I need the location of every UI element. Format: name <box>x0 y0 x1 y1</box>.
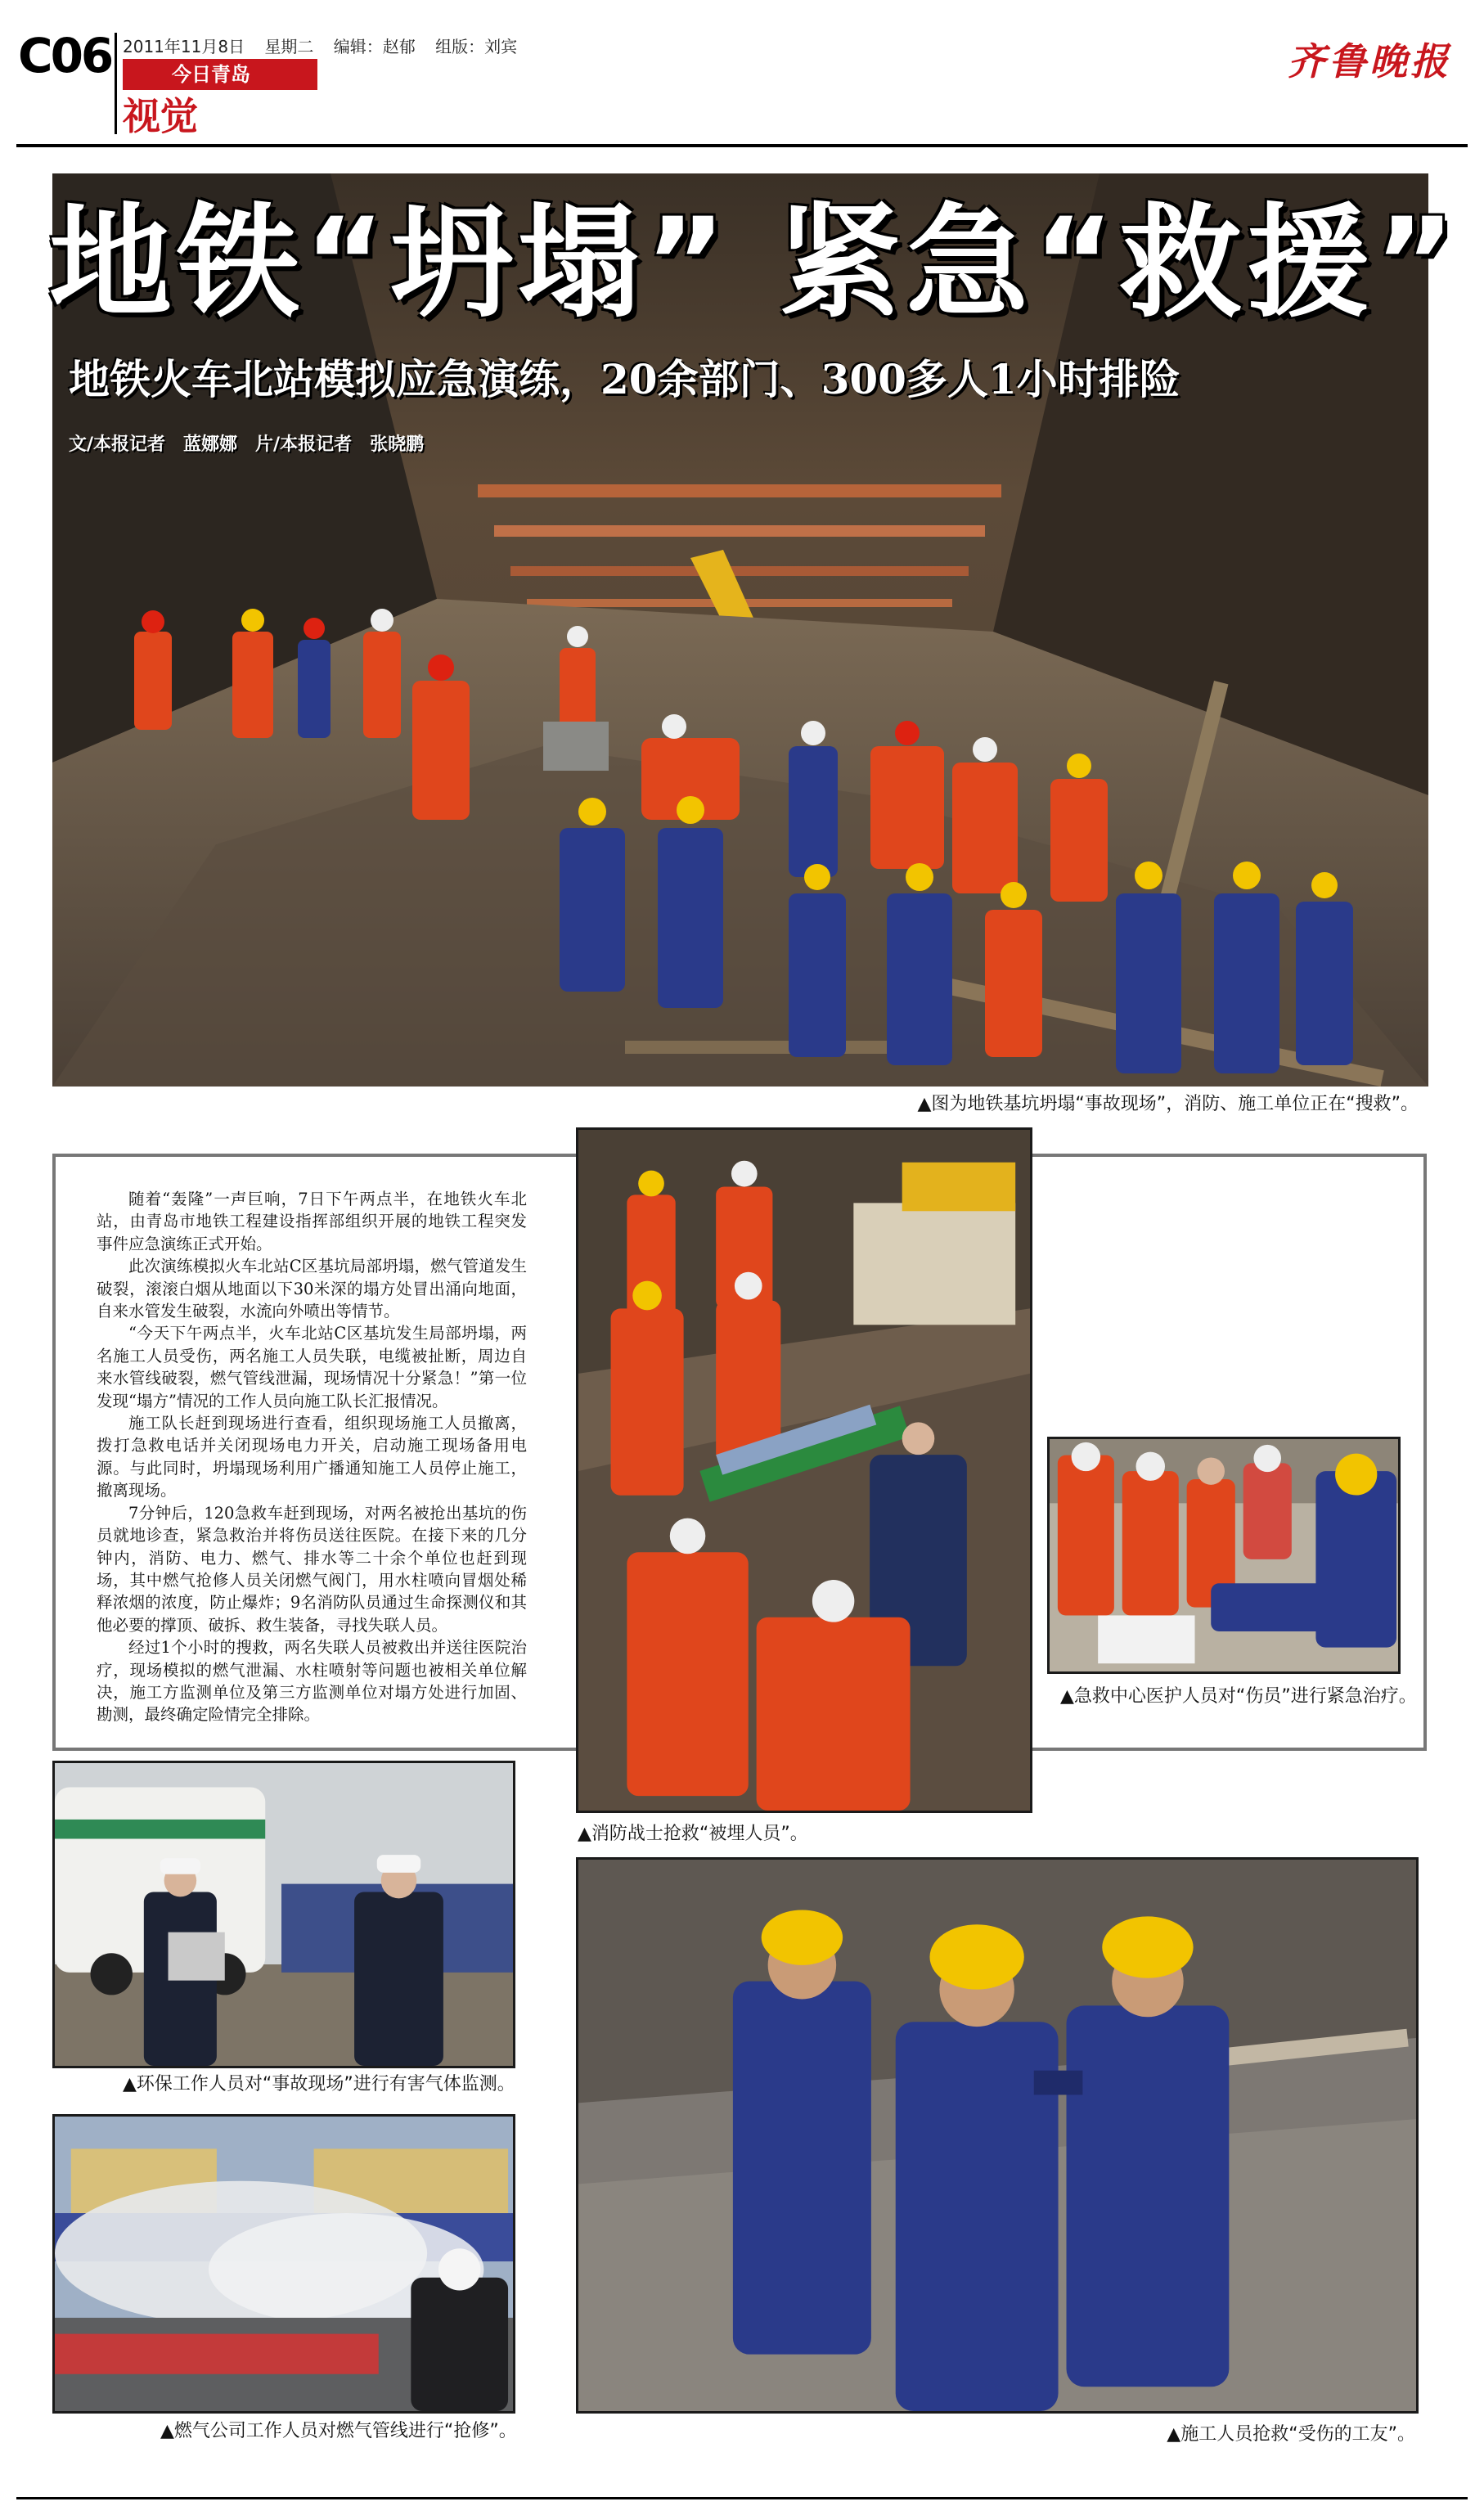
issue-weekday: 星期二 <box>264 37 314 56</box>
subheadline: 地铁火车北站模拟应急演练，20余部门、300多人1小时排险 <box>69 355 1180 403</box>
article-paragraph: 施工队长赶到现场进行查看，组织现场施工人员撤离，拨打急救电话并关闭现场电力开关，启动施工现场备用电源。与此同时，坍塌现场利用广播通知施工人员停止施工，撤离现场。 <box>97 1414 527 1500</box>
article-paragraph: 随着“轰隆”一声巨响，7日下午两点半，在地铁火车北站，由青岛市地铁工程建设指挥部组织开展的地铁工程突发事件应急演练正式开始。 <box>97 1190 527 1253</box>
caption-main-photo: ▲图为地铁基坑坍塌“事故现场”，消防、施工单位正在“搜救”。 <box>917 1094 1419 1114</box>
headline: 地铁“坍塌” 紧急“救援” <box>49 192 1460 335</box>
masthead-rule <box>16 144 1468 147</box>
bottom-rule <box>16 2497 1468 2499</box>
article-paragraph: 经过1个小时的搜救，两名失联人员被救出并送往医院治疗，现场模拟的燃气泄漏、水柱喷射等问题也被相关单位解决，施工方监测单位及第三方监测单位对塌方处进行加固、勘测，最终确定险情完全排除。 <box>97 1638 527 1725</box>
issue-date: 2011年11月8日 <box>123 37 245 56</box>
article-paragraph: “今天下午两点半，火车北站C区基坑发生局部坍塌，两名施工人员受伤，两名施工人员失联，电缆被扯断，周边自来水管线破裂，燃气管线泄漏，现场情况十分紧急！”第一位发现“塌方”情况的工作人员向施工队长汇报情况。 <box>97 1324 527 1410</box>
caption-firefighter-photo: ▲消防战士抢救“被埋人员”。 <box>578 1824 808 1844</box>
page-number: C06 <box>18 28 112 83</box>
firefighter-photo <box>576 1127 1032 1813</box>
caption-medical-photo: ▲急救中心医护人员对“伤员”进行紧急治疗。 <box>1060 1686 1417 1707</box>
article-paragraph: 此次演练模拟火车北站C区基坑局部坍塌，燃气管道发生破裂，滚滚白烟从地面以下30米深的塌方处冒出涌向地面，自来水管发生破裂，水流向外喷出等情节。 <box>97 1257 527 1321</box>
section-tag: 今日青岛 <box>123 59 317 90</box>
workers-photo <box>576 1857 1419 2414</box>
article-paragraph: 7分钟后，120急救车赶到现场，对两名被抢出基坑的伤员就地诊查，紧急救治并将伤员送往医院。在接下来的几分钟内，消防、电力、燃气、排水等二十余个单位也赶到现场，其中燃气抢修人员关闭燃气阀门，用水柱喷向冒烟处稀释浓烟的浓度，防止爆炸；9名消防队员通过生命探测仪和其他必要的撑顶、破拆、救生装备，寻找失联人员。 <box>97 1503 527 1635</box>
caption-environment-photo: ▲环保工作人员对“事故现场”进行有害气体监测。 <box>123 2074 515 2094</box>
newspaper-brand-logo: 齐鲁晚报 <box>1288 39 1451 83</box>
section-name: 视觉 <box>123 94 198 138</box>
editor-credit: 编辑：赵郁 <box>333 37 416 56</box>
byline: 文/本报记者 蓝娜娜 片/本报记者 张晓鹏 <box>69 434 425 455</box>
layout-credit: 组版：刘宾 <box>435 37 518 56</box>
issue-meta <box>123 34 532 59</box>
caption-workers-photo: ▲施工人员抢救“受伤的工友”。 <box>1167 2424 1415 2445</box>
environment-photo <box>52 1761 515 2068</box>
article-body <box>97 1188 527 1725</box>
gas-photo <box>52 2114 515 2414</box>
medical-photo <box>1047 1437 1401 1674</box>
masthead-divider <box>115 33 117 134</box>
caption-gas-photo: ▲燃气公司工作人员对燃气管线进行“抢修”。 <box>160 2421 517 2441</box>
